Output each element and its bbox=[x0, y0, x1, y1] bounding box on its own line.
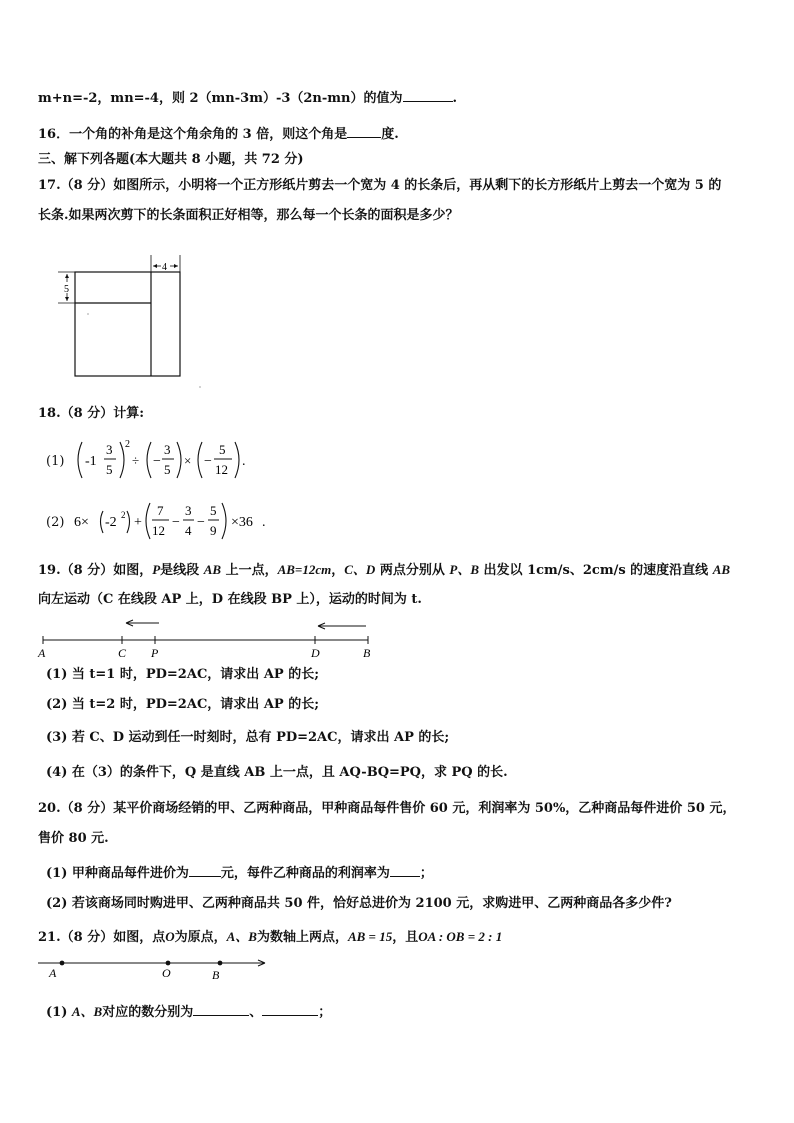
svg-text:3: 3 bbox=[106, 442, 113, 457]
q20-line2: 售价 80 元. bbox=[38, 831, 109, 846]
svg-text:-1: -1 bbox=[85, 454, 97, 469]
svg-text:2: 2 bbox=[121, 510, 126, 520]
q18-part1-label: (1) bbox=[46, 454, 65, 469]
q21-point-A: A bbox=[49, 966, 57, 980]
svg-text:9: 9 bbox=[210, 523, 217, 538]
q20-line1: 20.（8 分）某平价商场经销的甲、乙两种商品，甲种商品每件售价 60 元，利润率为 50%，乙种商品每件进价 50 元， bbox=[38, 801, 736, 816]
q20-blank-cost[interactable] bbox=[189, 864, 221, 877]
svg-text:2: 2 bbox=[125, 439, 130, 450]
svg-text:3: 3 bbox=[164, 442, 171, 457]
q20-blank-rate[interactable] bbox=[390, 864, 420, 877]
q15-end: . bbox=[452, 91, 458, 106]
svg-text:5: 5 bbox=[219, 442, 226, 457]
svg-text:5: 5 bbox=[164, 462, 171, 477]
q19-line2: 向左运动（C 在线段 AP 上，D 在线段 BP 上），运动的时间为 t. bbox=[38, 592, 422, 607]
svg-text:5: 5 bbox=[106, 462, 113, 477]
svg-text:4: 4 bbox=[185, 523, 192, 538]
q19-sub1: (1) 当 t=1 时，PD=2AC，请求出 AP 的长; bbox=[46, 667, 320, 682]
svg-text:÷: ÷ bbox=[132, 453, 140, 468]
q20-sub1: (1) 甲种商品每件进价为 元，每件乙种商品的利润率为 ； bbox=[46, 866, 433, 881]
q15-answer-blank[interactable] bbox=[403, 89, 453, 102]
q21-line1: 21.（8 分）如图，点O为原点，A、B为数轴上两点，AB = 15，且OA : OB = 2 : 1 bbox=[38, 929, 503, 945]
q17-label-4: 4 bbox=[162, 262, 167, 273]
q19-sub3: (3) 若 C、D 运动到任一时刻时，总有 PD=2AC，请求出 AP 的长; bbox=[46, 730, 450, 745]
q20-sub2: (2) 若该商场同时购进甲、乙两种商品共 50 件，恰好总进价为 2100 元，求购进甲、乙两种商品各多少件? bbox=[46, 896, 672, 911]
q18-expression-1 bbox=[72, 438, 272, 484]
q19-sub4: (4) 在（3）的条件下，Q 是直线 AB 上一点，且 AQ-BQ=PQ，求 PQ 的长. bbox=[46, 765, 508, 780]
svg-text:×: × bbox=[184, 453, 192, 468]
q21-sub1: (1) A、B对应的数分别为 、 ； bbox=[46, 1004, 332, 1020]
q16-answer-blank[interactable] bbox=[347, 125, 381, 138]
q19-line1: 19.（8 分）如图，P是线段 AB 上一点，AB=12cm，C、D 两点分别从 P、B 出发以 1cm/s、2cm/s 的速度沿直线 AB bbox=[38, 562, 731, 578]
svg-text:×36: ×36 bbox=[231, 515, 253, 530]
svg-text:12: 12 bbox=[215, 462, 228, 477]
q19-point-A: A bbox=[38, 646, 46, 660]
svg-text:6×: 6× bbox=[74, 515, 89, 530]
q17-line1: 17.（8 分）如图所示，小明将一个正方形纸片剪去一个宽为 4 的长条后，再从剩下的长方形纸片上剪去一个宽为 5 的 bbox=[38, 178, 722, 193]
svg-text:−: − bbox=[153, 454, 161, 469]
q19-point-D: D bbox=[311, 646, 320, 660]
svg-text:−: − bbox=[197, 515, 205, 530]
q17-figure bbox=[55, 255, 195, 390]
svg-text:.: . bbox=[262, 515, 266, 530]
q15-text: m+n=-2，mn=-4，则 2（mn-3m）-3（2n-mn）的值为 bbox=[38, 91, 403, 106]
q16-text: 16．一个角的补角是这个角余角的 3 倍，则这个角是 bbox=[38, 127, 348, 142]
q21-point-B: B bbox=[212, 968, 220, 982]
svg-text:−: − bbox=[204, 454, 212, 469]
q18-part2-label: (2) bbox=[46, 515, 65, 530]
q21-blank-B[interactable] bbox=[262, 1003, 318, 1016]
q21-point-O: O bbox=[162, 966, 171, 980]
svg-text:+: + bbox=[134, 515, 142, 530]
svg-text:3: 3 bbox=[185, 503, 192, 518]
q18-expression-2 bbox=[74, 499, 284, 545]
svg-text:−: − bbox=[172, 515, 180, 530]
svg-text:-2: -2 bbox=[105, 515, 117, 530]
q17-label-5: 5 bbox=[64, 284, 69, 295]
q16-end: 度. bbox=[381, 127, 399, 142]
q18-title: 18.（8 分）计算: bbox=[38, 406, 144, 421]
svg-text:.: . bbox=[242, 454, 246, 469]
svg-text:7: 7 bbox=[157, 503, 164, 518]
q19-line-figure bbox=[38, 614, 378, 660]
section-heading: 三、解下列各题(本大题共 8 小题，共 72 分) bbox=[38, 152, 304, 167]
q21-blank-A[interactable] bbox=[193, 1003, 249, 1016]
svg-text:12: 12 bbox=[152, 523, 165, 538]
q17-line2: 长条.如果两次剪下的长条面积正好相等，那么每一个长条的面积是多少？ bbox=[38, 208, 459, 223]
q15-line bbox=[38, 89, 457, 107]
q19-point-B: B bbox=[363, 646, 371, 660]
q16-line bbox=[38, 125, 399, 143]
q19-point-P: P bbox=[151, 646, 159, 660]
svg-text:5: 5 bbox=[210, 503, 217, 518]
q21-number-line bbox=[38, 955, 278, 985]
q19-sub2: (2) 当 t=2 时，PD=2AC，请求出 AP 的长; bbox=[46, 697, 320, 712]
q19-point-C: C bbox=[118, 646, 127, 660]
